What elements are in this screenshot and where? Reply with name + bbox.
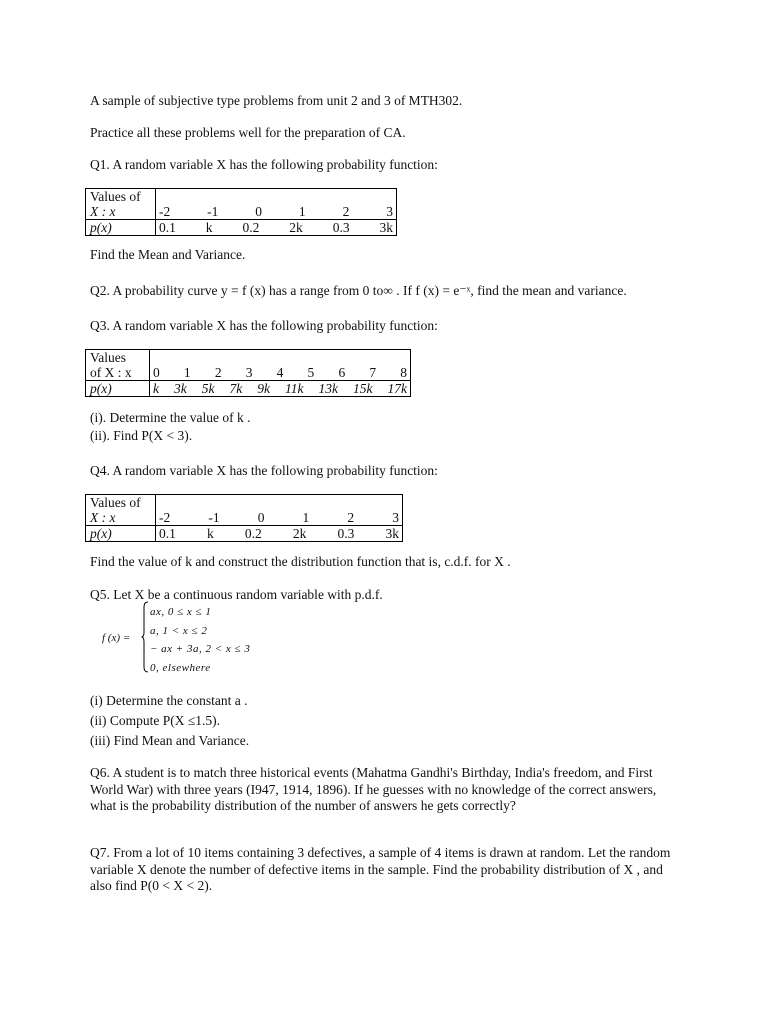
- q4-label-p: p(x): [86, 526, 156, 542]
- intro-line-1: A sample of subjective type problems from unit 2 and 3 of MTH302.: [90, 93, 463, 108]
- q2-text: Q2. A probability curve y = f (x) has a range from 0 to∞ . If f (x) = e⁻ˣ, find the mean and variance.: [90, 283, 627, 298]
- q1-x-cell: -2: [159, 204, 171, 219]
- q4-after: Find the value of k and construct the distribution function that is, c.d.f. for X .: [90, 554, 511, 569]
- q1-x-cell: -1: [207, 204, 219, 219]
- q3-p-cell: 17k: [387, 381, 407, 396]
- q3-x-cell: 2: [214, 365, 222, 380]
- q4-p-cell: 0.1: [159, 526, 176, 541]
- q3-x-values: [153, 365, 407, 380]
- q3-p-cell: 5k: [201, 381, 215, 396]
- q1-label-values-2: X : x: [90, 204, 116, 219]
- q3-x-cell: 8: [400, 365, 407, 380]
- q1-x-cell: 1: [298, 204, 306, 219]
- q3-label-values-2: of X : x: [90, 365, 132, 380]
- q5-case-3: − ax + 3a, 2 < x ≤ 3: [150, 643, 251, 655]
- q4-p-cell: 0.2: [244, 526, 262, 541]
- q3-p-values: [153, 381, 407, 396]
- q3-part-1: (i). Determine the value of k .: [90, 410, 251, 425]
- q3-label-values-1: Values: [90, 350, 126, 365]
- q3-x-cell: 7: [369, 365, 377, 380]
- q3-p-cell: 9k: [257, 381, 270, 396]
- q1-p-cell: 0.2: [242, 220, 260, 235]
- q4-stem: Q4. A random variable X has the following probability function:: [90, 463, 438, 478]
- q4-x-cell: 3: [392, 510, 399, 525]
- q3-x-cell: 0: [153, 365, 160, 380]
- q1-x-values: [159, 204, 393, 219]
- q5-case-1: ax, 0 ≤ x ≤ 1: [150, 606, 212, 618]
- q5-case-4: 0, elsewhere: [150, 661, 211, 674]
- q4-x-cell: 1: [302, 510, 310, 525]
- q4-x-cell: 2: [347, 510, 355, 525]
- q7-text: Q7. From a lot of 10 items containing 3 defectives, a sample of 4 items is drawn at random. Let the random variable X denote the number of defective items in the sample. Find the probability distribution of X , and also find P(0 < X < 2).: [90, 845, 671, 893]
- q1-stem: Q1. A random variable X has the following probability function:: [90, 157, 438, 172]
- q1-x-cell: 3: [386, 204, 393, 219]
- q1-p-cell: 0.1: [159, 220, 176, 235]
- q4-label-values-2: X : x: [90, 510, 116, 525]
- q3-probability-table: [85, 349, 411, 397]
- q3-p-cell: 13k: [318, 381, 338, 396]
- q1-p-cell: 2k: [289, 220, 303, 235]
- q1-p-cell: k: [205, 220, 213, 235]
- q5-part-3: (iii) Find Mean and Variance.: [90, 733, 250, 748]
- q3-p-cell: k: [153, 381, 159, 396]
- q3-x-cell: 1: [183, 365, 191, 380]
- q3-label-p: p(x): [86, 381, 150, 397]
- q4-x-cell: -2: [159, 510, 171, 525]
- q6-text: Q6. A student is to match three historical events (Mahatma Gandhi's Birthday, India's freedom, and First World War) with three years (I947, 1914, 1896). If he guesses with no knowledge of the correct answers, what is the probability distribution of the number of answers he gets correctly?: [90, 765, 657, 813]
- q3-stem: Q3. A random variable X has the following probability function:: [90, 318, 438, 333]
- q5-stem: Q5. Let X be a continuous random variable with p.d.f.: [90, 587, 383, 602]
- q1-after: Find the Mean and Variance.: [90, 247, 246, 262]
- q1-x-cell: 0: [255, 204, 263, 219]
- q5-fx-label: f (x) =: [102, 632, 131, 644]
- q5-case-2: a, 1 < x ≤ 2: [150, 624, 208, 637]
- q4-p-cell: 0.3: [337, 526, 355, 541]
- q1-x-cell: 2: [342, 204, 350, 219]
- q4-probability-table: [85, 494, 403, 542]
- q4-label-values-1: Values of: [90, 495, 141, 510]
- q3-x-cell: 4: [276, 365, 284, 380]
- q4-p-cell: 3k: [385, 526, 399, 541]
- q5-piecewise-cases: [150, 603, 250, 677]
- q1-p-cell: 0.3: [332, 220, 350, 235]
- q4-p-cell: k: [207, 526, 214, 541]
- q5-part-1: (i) Determine the constant a .: [90, 693, 248, 708]
- q3-x-cell: 6: [338, 365, 346, 380]
- q4-x-values: [159, 510, 399, 525]
- q4-x-cell: -1: [208, 510, 220, 525]
- q3-p-cell: 3k: [174, 381, 187, 396]
- q3-x-cell: 3: [245, 365, 253, 380]
- q4-x-cell: 0: [257, 510, 265, 525]
- q1-probability-table: [85, 188, 397, 236]
- q1-label-p: p(x): [86, 220, 156, 236]
- q4-p-values: [159, 526, 399, 541]
- q3-p-cell: 15k: [353, 381, 373, 396]
- q1-p-values: [159, 220, 393, 235]
- q1-p-cell: 3k: [379, 220, 393, 235]
- q4-p-cell: 2k: [292, 526, 307, 541]
- q3-x-cell: 5: [307, 365, 315, 380]
- q3-p-cell: 11k: [285, 381, 304, 396]
- q5-part-2: (ii) Compute P(X ≤1.5).: [90, 713, 221, 728]
- q3-part-2: (ii). Find P(X < 3).: [90, 428, 193, 443]
- q3-p-cell: 7k: [229, 381, 243, 396]
- intro-line-2: Practice all these problems well for the preparation of CA.: [90, 125, 406, 140]
- left-brace-icon: [141, 601, 149, 673]
- q1-label-values-1: Values of: [90, 189, 141, 204]
